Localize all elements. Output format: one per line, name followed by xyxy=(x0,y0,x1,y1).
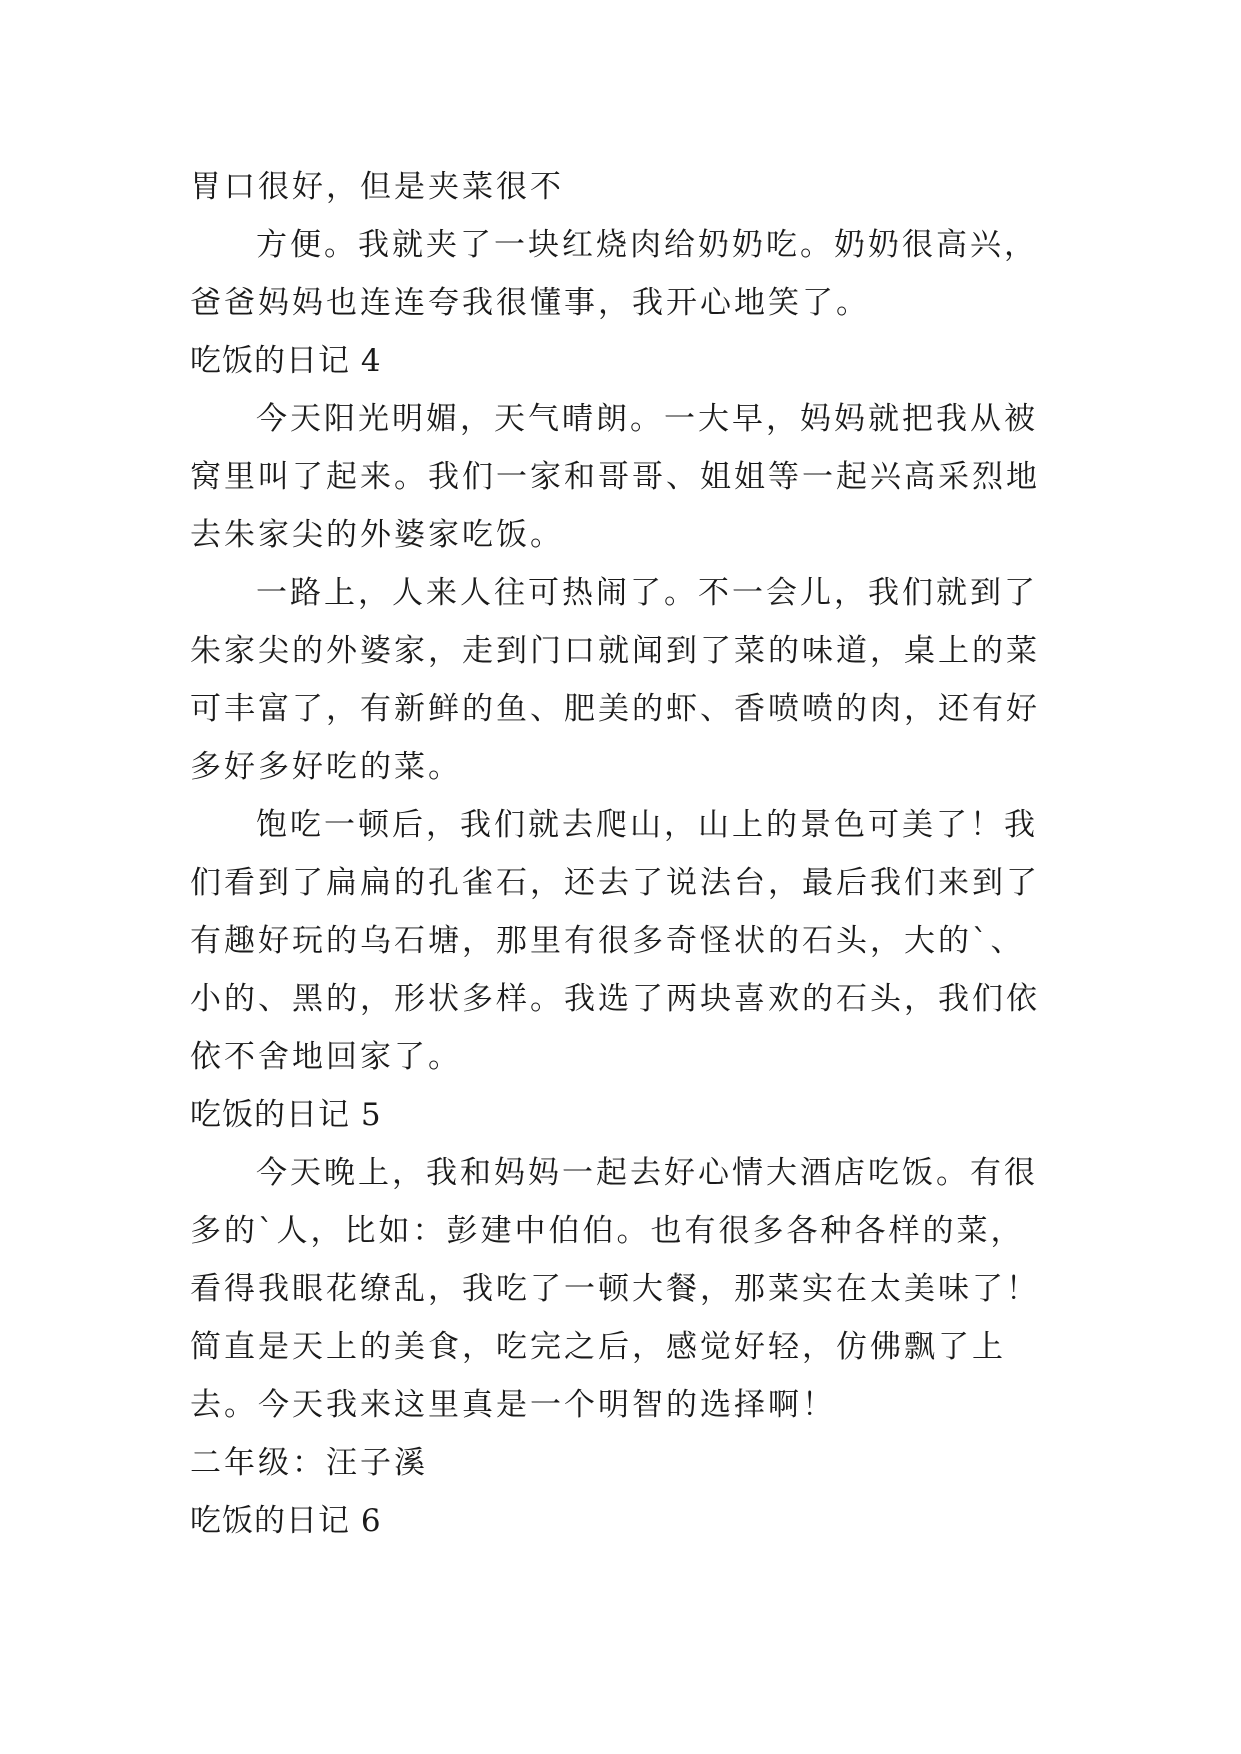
diary-heading-6: 吃饭的日记 6 xyxy=(190,1503,382,1539)
paragraph: 方便。我就夹了一块红烧肉给奶奶吃。奶奶很高兴，爸爸妈妈也连连夸我很懂事，我开心地笑了。 xyxy=(190,227,1038,321)
author-signature: 二年级：汪子溪 xyxy=(190,1445,428,1481)
diary-heading-5: 吃饭的日记 5 xyxy=(190,1097,382,1133)
paragraph: 今天阳光明媚，天气晴朗。一大早，妈妈就把我从被窝里叫了起来。我们一家和哥哥、姐姐等一起兴高采烈地去朱家尖的外婆家吃饭。 xyxy=(190,401,1040,553)
diary-heading-4: 吃饭的日记 4 xyxy=(190,343,382,379)
paragraph: 一路上，人来人往可热闹了。不一会儿，我们就到了朱家尖的外婆家，走到门口就闻到了菜的味道，桌上的菜可丰富了，有新鲜的鱼、肥美的虾、香喷喷的肉，还有好多好多好吃的菜。 xyxy=(190,575,1040,785)
paragraph: 饱吃一顿后，我们就去爬山，山上的景色可美了！我们看到了扁扁的孔雀石，还去了说法台，最后我们来到了有趣好玩的乌石塘，那里有很多奇怪状的石头，大的`、小的、黑的，形状多样。我选了两块喜欢的石头，我们依依不舍地回家了。 xyxy=(190,807,1040,1075)
continued-fragment: 胃口很好，但是夹菜很不 xyxy=(190,169,564,205)
document-body xyxy=(190,158,1052,1550)
paragraph: 今天晚上，我和妈妈一起去好心情大酒店吃饭。有很多的`人，比如：彭建中伯伯。也有很多各种各样的菜，看得我眼花缭乱，我吃了一顿大餐，那菜实在太美味了！简直是天上的美食，吃完之后，感觉好轻，仿佛飘了上去。今天我来这里真是一个明智的选择啊！ xyxy=(190,1155,1040,1423)
